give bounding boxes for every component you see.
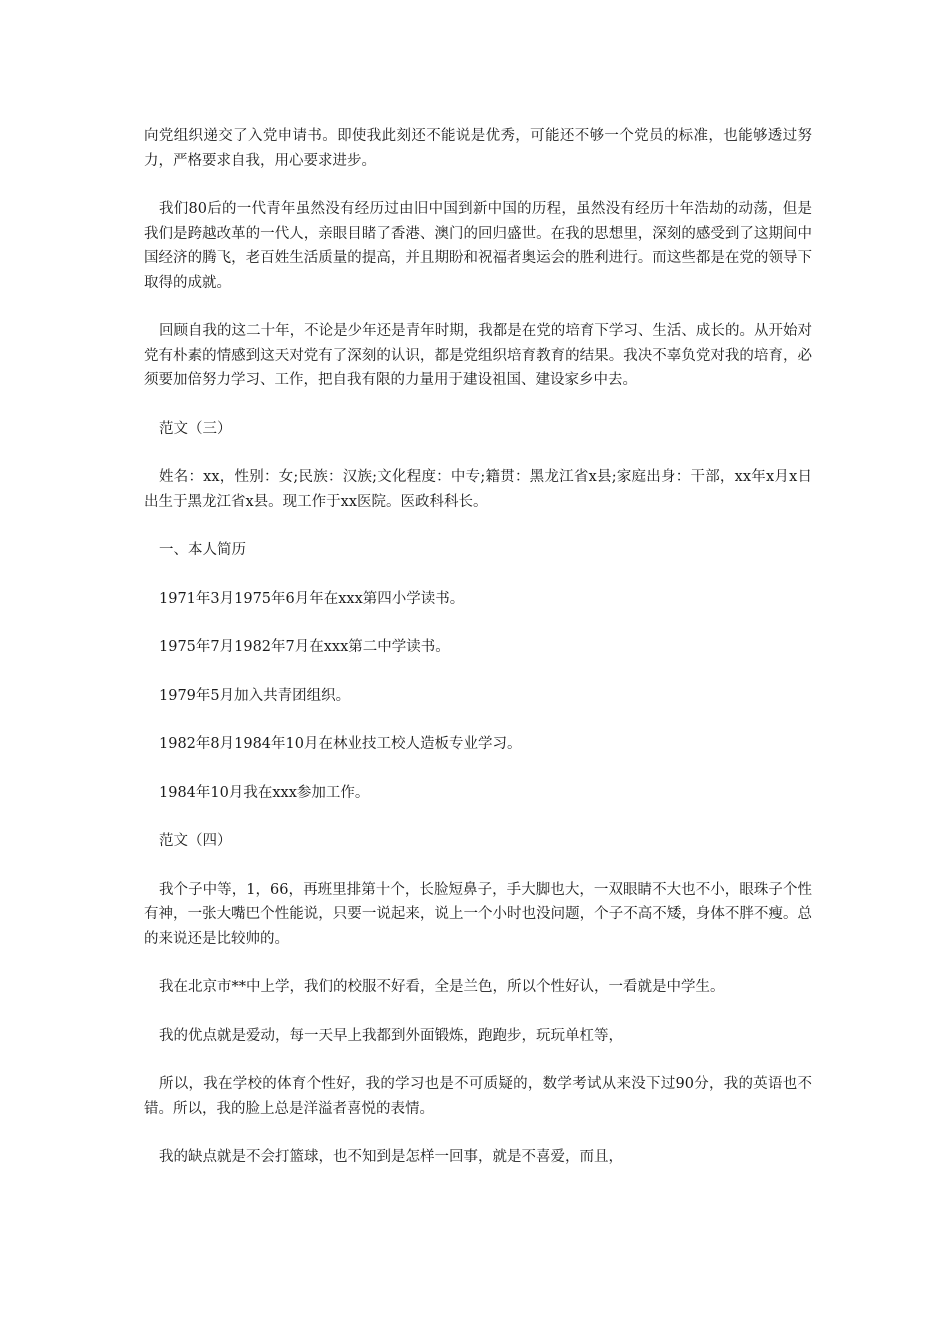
resume-item: 1971年3月1975年6月年在xxx第四小学读书。 — [159, 590, 465, 607]
paragraph-personal-info: 姓名：xx，性别：女;民族：汉族;文化程度：中专;籍贯：黑龙江省x县;家庭出身：干部，xx年x月x日出生于黑龙江省x县。现工作于xx医院。医政科科长。 — [144, 469, 812, 510]
paragraph-application-continuation: 向党组织递交了入党申请书。即使我此刻还不能说是优秀，可能还不够一个党员的标准，也能够透过努力，严格要求自我，用心要求进步。 — [144, 128, 812, 169]
paragraph-appearance: 我个子中等，1，66，再班里排第十个，长脸短鼻子，手大脚也大，一双眼睛不大也不小，眼珠子个性有神，一张大嘴巴个性能说，只要一说起来，说上一个小时也没问题，个子不高不矮，身体不胖不瘦。总的来说还是比较帅的。 — [144, 881, 812, 947]
paragraph-weaknesses: 我的缺点就是不会打篮球，也不知到是怎样一回事，就是不喜爱，而且， — [159, 1149, 623, 1165]
paragraph-80s-generation: 我们80后的一代青年虽然没有经历过由旧中国到新中国的历程，虽然没有经历十年浩劫的动荡，但是我们是跨越改革的一代人，亲眼目睹了香港、澳门的回归盛世。在我的思想里，深刻的感受到了这期间中国经济的腾飞，老百姓生活质量的提高，并且期盼和祝福者奥运会的胜利进行。而这些都是在党的领导下取得的成就。 — [144, 201, 812, 291]
section-heading-sample-4: 范文（四） — [159, 833, 232, 849]
section-heading-resume: 一、本人简历 — [159, 542, 246, 558]
paragraph-review-twenty-years: 回顾自我的这二十年，不论是少年还是青年时期，我都是在党的培育下学习、生活、成长的。从开始对党有朴素的情感到这天对党有了深刻的认识，都是党组织培育教育的结果。我决不辜负党对我的培育，必须要加倍努力学习、工作，把自我有限的力量用于建设祖国、建设家乡中去。 — [144, 323, 812, 388]
resume-item: 1982年8月1984年10月在林业技工校人造板专业学习。 — [159, 736, 522, 752]
paragraph-strengths: 我的优点就是爱动，每一天早上我都到外面锻炼，跑跑步，玩玩单杠等， — [159, 1027, 623, 1044]
section-heading-sample-3: 范文（三） — [159, 420, 232, 437]
paragraph-school: 我在北京市**中上学，我们的校服不好看，全是兰色，所以个性好认，一看就是中学生。 — [159, 979, 725, 995]
document-page — [144, 124, 812, 1194]
resume-item: 1979年5月加入共青团组织。 — [159, 687, 351, 704]
paragraph-study: 所以，我在学校的体育个性好，我的学习也是不可质疑的，数学考试从来没下过90分，我的英语也不错。所以，我的脸上总是洋溢者喜悦的表情。 — [144, 1076, 812, 1117]
resume-item: 1975年7月1982年7月在xxx第二中学读书。 — [159, 639, 450, 655]
resume-item: 1984年10月我在xxx参加工作。 — [159, 784, 370, 801]
